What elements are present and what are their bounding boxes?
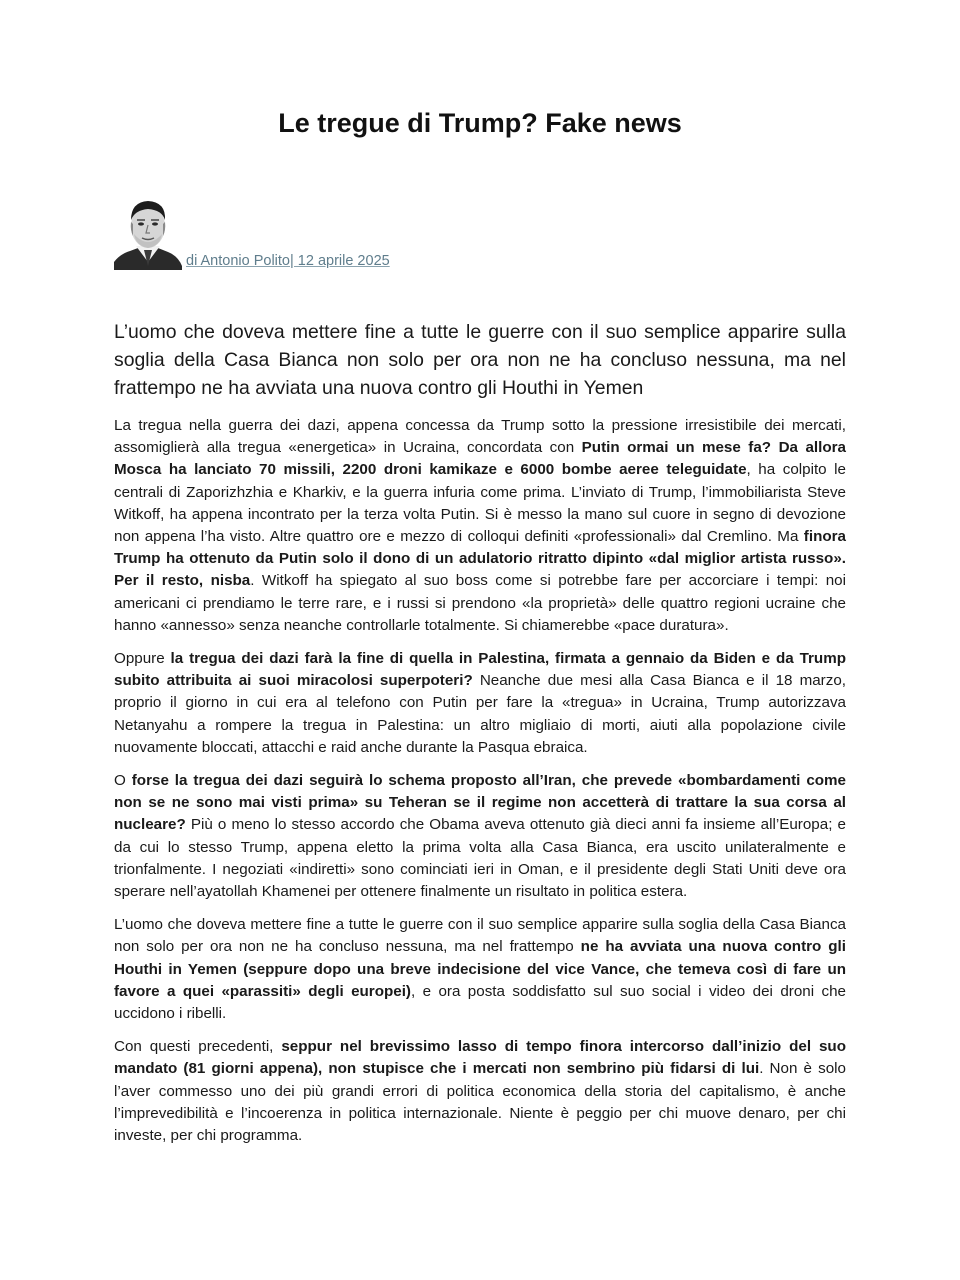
paragraph-text: La tregua nella guerra dei dazi, appena concessa da Trump sotto la pressione irresistibile dei mercati, assomiglierà alla tregua «energetica» in Ucraina, concordata con [114,417,846,457]
paragraph-bold-text: forse la tregua dei dazi seguirà lo schema proposto all’Iran, che prevede «bombardamenti come non se ne sono mai visti prima» su Teheran se il regime non accetterà di trattare la sua corsa al nucleare? [114,772,846,834]
article-body [114,415,846,1158]
article-title: Le tregue di Trump? Fake news [278,108,682,138]
paragraph-text: L’uomo che doveva mettere fine a tutte le guerre con il suo semplice apparire sulla soglia della Casa Bianca non solo per ora non ne ha concluso nessuna, ma nel frattempo [114,916,846,956]
byline [114,194,390,270]
paragraph-text: Oppure [114,650,171,668]
author-portrait-image [114,196,182,270]
author-date-link[interactable]: di Antonio Polito| 12 aprile 2025 [186,253,390,269]
article-lead: L’uomo che doveva mettere fine a tutte le guerre con il suo semplice apparire sulla soglia della Casa Bianca non solo per ora non ne ha concluso nessuna, ma nel frattempo ne ha avviata una nuova contro gli Houthi in Yemen [114,321,846,399]
body-paragraph [114,415,846,637]
paragraph-text: . Witkoff ha spiegato al suo boss come si potrebbe fare per accorciare i tempi: noi americani ci prendiamo le terre rare, e i russi si prendono «la proprietà» delle quattro regioni ucraine che hanno «annesso» senza neanche controllarle totalmente. Si chiamerebbe «pace duratura». [114,572,846,634]
paragraph-bold-text: Putin ormai un mese fa? Da allora Mosca ha lanciato 70 missili, 2200 droni kamikaze e 6000 bombe aeree teleguidate [114,439,846,479]
body-paragraph [114,648,846,759]
body-paragraph [114,1036,846,1147]
paragraph-bold-text: finora Trump ha ottenuto da Putin solo il dono di un adulatorio ritratto dipinto «dal miglior artista russo». Per il resto, nisba [114,528,846,590]
body-paragraph [114,914,846,1025]
paragraph-text: , e ora posta soddisfatto sul suo social i video dei droni che uccidono i ribelli. [114,982,846,1023]
paragraph-text: O [114,772,132,790]
paragraph-bold-text: ne ha avviata una nuova contro gli Houthi in Yemen (seppure dopo una breve indecisione del vice Vance, che temeva così di fare un favore a quei «parassiti» degli europei) [114,938,846,1000]
paragraph-text: Più o meno lo stesso accordo che Obama aveva ottenuto già dieci anni fa insieme all’Europa; e da cui lo stesso Trump, appena eletto la prima volta alla Casa Bianca, era uscito unilateralmente e trionfalmente. I negoziati «indiretti» sono cominciati ieri in Oman, e il presidente degli Stati Uniti deve ora sperare nell’ayatollah Khamenei per ottenere finalmente un risultato in politica estera. [114,816,846,901]
body-paragraph [114,770,846,903]
paragraph-text: . Non è solo l’aver commesso uno dei più grandi errori di politica economica della storia del capitalismo, è anche l’imprevedibilità e l’incoerenza in politica internazionale. Niente è peggio per chi muove denaro, per chi investe, per chi programma. [114,1060,846,1145]
paragraph-text: , ha colpito le centrali di Zaporizhzhia e Kharkiv, e la guerra infuria come prima. L’inviato di Trump, l’immobiliarista Steve Witkoff, ha appena incontrato per la terza volta Putin. Si è messo la mano sul cuore in segno di devozione non appena l’ha visto. Altre quattro ore e mezzo di colloqui definiti «professionali» dal Cremlino. Ma [114,461,846,546]
paragraph-text: Con questi precedenti, [114,1038,282,1056]
paragraph-text: Neanche due mesi alla Casa Bianca e il 18 marzo, proprio il giorno in cui era al telefono con Putin per fare la «tregua» in Ucraina, Trump autorizzava Netanyahu a rompere la tregua in Palestina: un altro migliaio di morti, aiuti alla popolazione civile nuovamente bloccati, attacchi e raid anche durante la Pasqua ebraica. [114,672,846,756]
paragraph-bold-text: seppur nel brevissimo lasso di tempo finora intercorso dall’inizio del suo mandato (81 giorni appena), non stupisce che i mercati non sembrino più fidarsi di lui [114,1038,846,1078]
paragraph-bold-text: la tregua dei dazi farà la fine di quella in Palestina, firmata a gennaio da Biden e da Trump subito attribuita ai suoi miracolosi superpoteri? [114,650,846,690]
